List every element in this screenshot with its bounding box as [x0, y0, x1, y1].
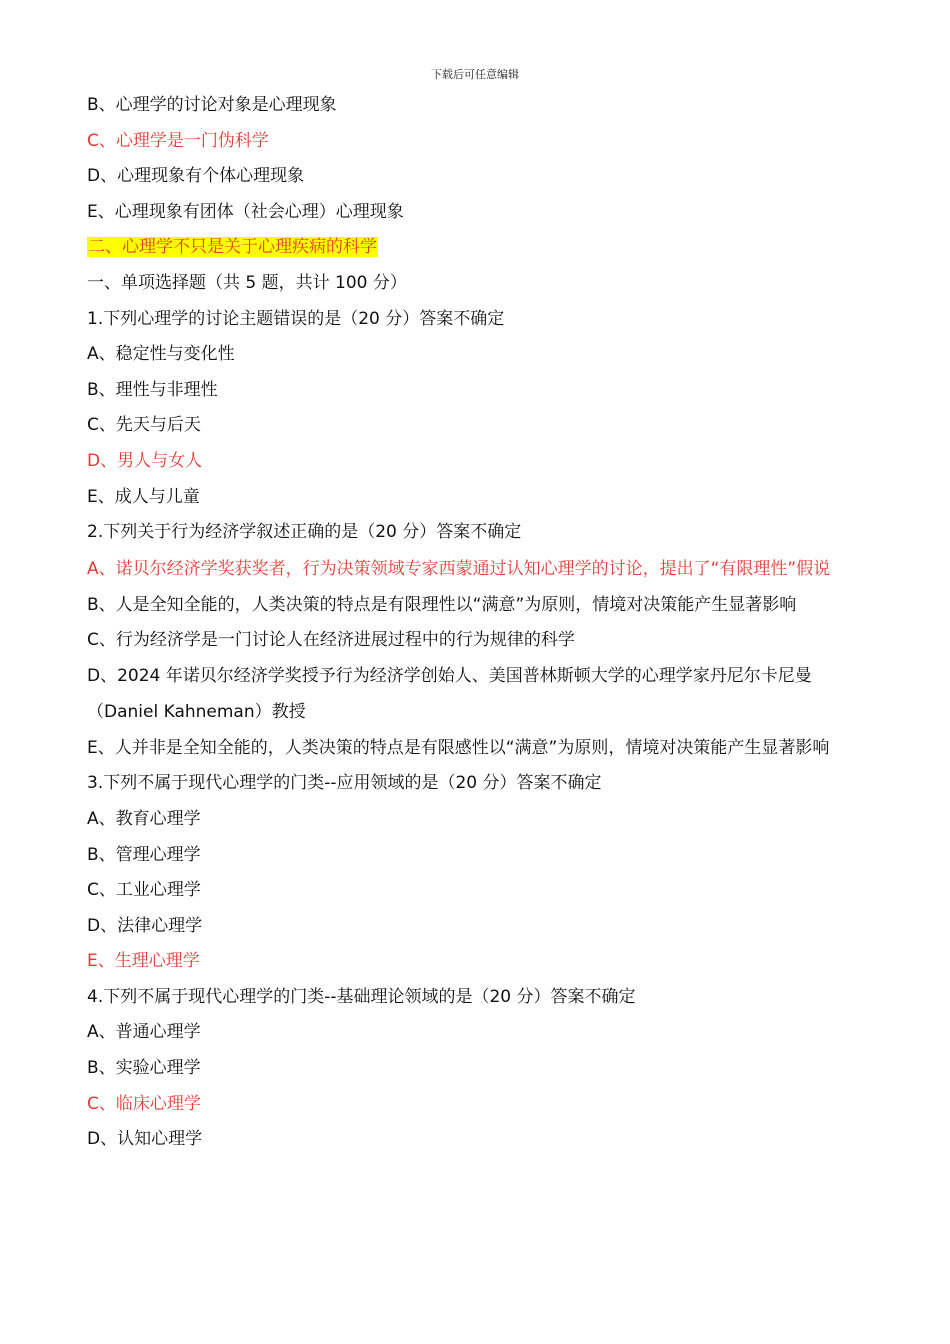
answer-option-line: C、心理学是一门伪科学: [87, 130, 269, 151]
option-line: C、行为经济学是一门讨论人在经济进展过程中的行为规律的科学: [87, 629, 575, 650]
option-line: E、心理现象有团体（社会心理）心理现象: [87, 201, 404, 222]
answer-option-line: C、临床心理学: [87, 1093, 201, 1114]
option-line: B、心理学的讨论对象是心理现象: [87, 95, 337, 115]
document-body: [87, 88, 867, 1158]
option-line: B、管理心理学: [87, 844, 201, 865]
option-line: E、人并非是全知全能的，人类决策的特点是有限感性以“满意”为原则，情境对决策能产生显著影响: [87, 738, 830, 759]
option-line: D、法律心理学: [87, 915, 203, 936]
option-line: A、教育心理学: [87, 808, 201, 829]
option-line: C、先天与后天: [87, 415, 201, 436]
question-line: 3.下列不属于现代心理学的门类--应用领域的是（20 分）答案不确定: [87, 773, 602, 794]
question-type-heading: 一、单项选择题（共 5 题，共计 100 分）: [87, 272, 407, 293]
option-line: A、普通心理学: [87, 1022, 201, 1043]
question-line: 1.下列心理学的讨论主题错误的是（20 分）答案不确定: [87, 308, 505, 329]
option-line: D、2024 年诺贝尔经济学奖授予行为经济学创始人、美国普林斯顿大学的心理学家丹尼尔卡尼曼（Daniel Kahneman）教授: [87, 666, 812, 723]
answer-option-line: D、男人与女人: [87, 450, 203, 471]
option-line: E、成人与儿童: [87, 486, 200, 507]
option-line: C、工业心理学: [87, 880, 201, 901]
option-line: B、实验心理学: [87, 1058, 201, 1079]
highlighted-heading-text: 二、心理学不只是关于心理疾病的科学: [88, 237, 377, 258]
answer-option-line: E、生理心理学: [87, 951, 200, 972]
question-line: 4.下列不属于现代心理学的门类--基础理论领域的是（20 分）答案不确定: [87, 986, 636, 1007]
page-header: 下载后可任意编辑: [431, 68, 519, 81]
question-line: 2.下列关于行为经济学叙述正确的是（20 分）答案不确定: [87, 522, 522, 543]
option-line: B、人是全知全能的，人类决策的特点是有限理性以“满意”为原则，情境对决策能产生显著影响: [87, 594, 797, 615]
option-line: B、理性与非理性: [87, 379, 218, 400]
section-heading: [87, 230, 867, 266]
option-line: A、稳定性与变化性: [87, 344, 235, 365]
option-line: D、心理现象有个体心理现象: [87, 166, 305, 187]
answer-option-line: A、诺贝尔经济学奖获奖者，行为决策领域专家西蒙通过认知心理学的讨论，提出了“有限理性”假说: [87, 558, 831, 579]
option-line: D、认知心理学: [87, 1129, 203, 1150]
